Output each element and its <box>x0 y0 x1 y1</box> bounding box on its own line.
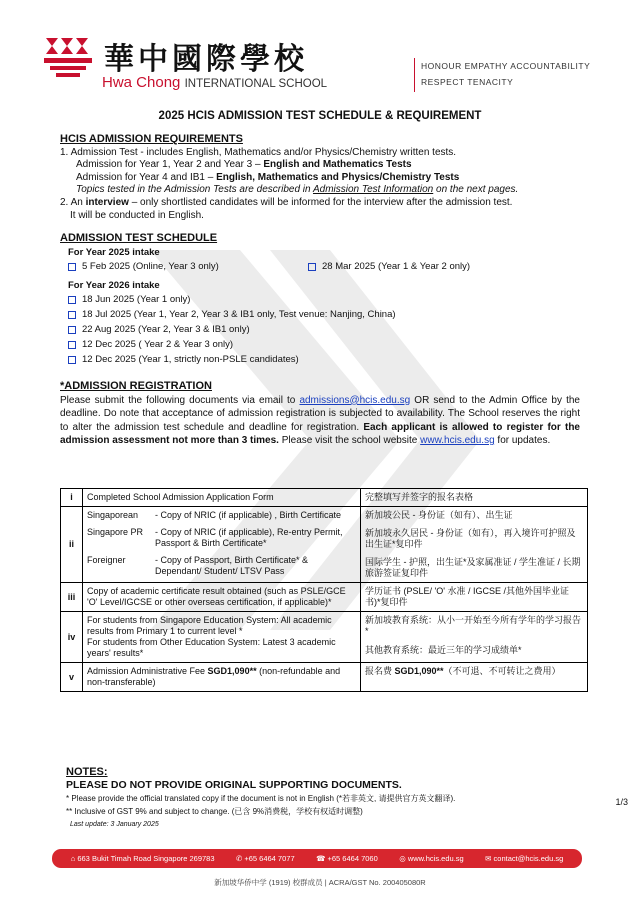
home-icon: ⌂ <box>70 854 76 863</box>
table-row <box>61 489 588 507</box>
checkbox-icon[interactable] <box>308 263 316 271</box>
intake-2026-label: For Year 2026 intake <box>68 280 160 292</box>
checkbox-icon[interactable] <box>68 326 76 334</box>
requirement-topics: Topics tested in the Admission Tests are described in Admission Test Information on the next pages. <box>76 184 519 196</box>
row-chinese: 报名费 SGD1,090**（不可退、不可转让之费用） <box>361 663 588 692</box>
row-number: iv <box>61 612 83 663</box>
row-chinese: 学历证书 (PSLE/ 'O' 水准 / IGCSE /其他外国毕业证书)*复印件 <box>361 583 588 612</box>
school-logo <box>44 34 328 94</box>
last-update: Last update: 3 January 2025 <box>70 821 159 828</box>
checkbox-icon[interactable] <box>68 263 76 271</box>
notes-heading: NOTES: <box>66 766 108 778</box>
page-number: 1/3 <box>615 797 628 807</box>
values-line-1: HONOUR EMPATHY ACCOUNTABILITY <box>421 61 591 71</box>
registration-heading: *ADMISSION REGISTRATION <box>60 379 212 392</box>
footer-address: ⌂ 663 Bukit Timah Road Singapore 269783 <box>70 854 215 863</box>
page-title: 2025 HCIS ADMISSION TEST SCHEDULE & REQUIREMENT <box>158 110 482 122</box>
admission-test-info-link[interactable]: Admission Test Information <box>312 184 434 196</box>
schedule-2026-item[interactable]: 22 Aug 2025 (Year 2, Year 3 & IB1 only) <box>60 323 580 338</box>
footer-phone-2: ☎ +65 6464 7060 <box>316 854 378 863</box>
notes-line-1: PLEASE DO NOT PROVIDE ORIGINAL SUPPORTING DOCUMENTS. <box>66 779 402 791</box>
phone-icon: ✆ <box>235 854 243 863</box>
checkbox-icon[interactable] <box>68 341 76 349</box>
requirement-item-2: 2. An interview – only shortlisted candidates will be informed for the interview after the admission test. <box>60 196 513 208</box>
row-number: i <box>61 489 83 507</box>
globe-icon: ◎ <box>399 854 406 863</box>
footer-web[interactable]: ◎ www.hcis.edu.sg <box>399 854 464 863</box>
footer-fine-print: 新加坡华侨中学 (1919) 校群成员 | ACRA/GST No. 200405080R <box>214 878 426 887</box>
notes-line-2: * Please provide the official translated copy if the document is not in English (*若非英文, 请提供官方英文翻译). <box>66 794 456 803</box>
intake-2025-label: For Year 2025 intake <box>68 246 160 258</box>
website-link[interactable]: www.hcis.edu.sg <box>420 435 495 447</box>
notes-line-3: ** Inclusive of GST 9% and subject to change. (已含 9%消费税，学校有权适时调整) <box>66 807 363 816</box>
table-row <box>61 612 588 663</box>
school-values <box>414 58 590 92</box>
school-name-english: Hwa Chong INTERNATIONAL SCHOOL <box>102 74 328 91</box>
table-row <box>61 583 588 612</box>
registration-paragraph: Please submit the following documents via email to admissions@hcis.edu.sg OR send to the Admin Office by the deadline. Do note that acceptance of admission registration is subjected to availability. The School reserves the right to alter the admission test schedule and deadline for registration. Each applicant is allowed to register for the admission assessment not more than 3 times. Please visit the school website www.hcis.edu.sg for updates. <box>60 394 580 447</box>
notes-section <box>66 766 626 831</box>
row-chinese: 新加坡公民 - 身份证（如有）、出生证 新加坡永久居民 - 身份证（如有），再入境许可护照及出生证*复印件 国际学生 - 护照，出生证*及家属准证 / 学生准证 / 长期旅游签证复印件 <box>361 507 588 583</box>
school-name-chinese: 華中國際學校 <box>104 42 308 77</box>
footer-mail[interactable]: ✉ contact@hcis.edu.sg <box>485 854 564 863</box>
main-content <box>60 133 580 448</box>
schedule-2026-item[interactable]: 18 Jun 2025 (Year 1 only) <box>60 293 580 308</box>
mail-icon: ✉ <box>485 854 492 863</box>
checkbox-icon[interactable] <box>68 311 76 319</box>
fax-icon: ☎ <box>316 854 326 863</box>
requirement-y123: Admission for Year 1, Year 2 and Year 3 – English and Mathematics Tests <box>76 159 412 171</box>
values-line-2: RESPECT TENACITY <box>421 77 514 87</box>
requirements-heading: HCIS ADMISSION REQUIREMENTS <box>60 133 243 145</box>
row-english: Singaporean - Copy of NRIC (if applicable) , Birth Certificate Singapore PR - Copy of NRIC (if applicable), Re-entry Permit, Passport & Birth Certificate* Foreigner - Copy of Passport, Birth Certificate* & Dependant/ Student/ LTSV Pass <box>83 507 361 583</box>
schedule-2026-item[interactable]: 12 Dec 2025 (Year 1, strictly non-PSLE candidates) <box>60 353 580 368</box>
row-number: v <box>61 663 83 692</box>
schedule-2026-item[interactable]: 12 Dec 2025 ( Year 2 & Year 3 only) <box>60 338 580 353</box>
checkbox-icon[interactable] <box>68 296 76 304</box>
requirement-item-1: 1. Admission Test - includes English, Mathematics and/or Physics/Chemistry written tests. <box>60 146 457 158</box>
row-chinese: 新加坡教育系统：从小一开始至今所有学年的学习报告* 其他教育系统：最近三年的学习成绩单* <box>361 612 588 663</box>
requirement-y4: Admission for Year 4 and IB1 – English, Mathematics and Physics/Chemistry Tests <box>76 171 460 183</box>
schedule-heading: ADMISSION TEST SCHEDULE <box>60 232 218 245</box>
row-chinese: 完整填写并签字的报名表格 <box>361 489 588 507</box>
row-english: Copy of academic certificate result obtained (such as PSLE/GCE 'O' Level/IGCSE or other overseas certification, if applicable)* <box>83 583 361 612</box>
footer-phone-1: ✆ +65 6464 7077 <box>235 854 295 863</box>
checkbox-icon[interactable] <box>68 356 76 364</box>
logo-emblem-icon <box>44 34 92 84</box>
table-row <box>61 663 588 692</box>
table-row <box>61 507 588 583</box>
row-number: iii <box>61 583 83 612</box>
footer-bar <box>52 849 582 868</box>
schedule-2026-item[interactable]: 18 Jul 2025 (Year 1, Year 2, Year 3 & IB1 only, Test venue: Nanjing, China) <box>60 308 580 323</box>
row-number: ii <box>61 507 83 583</box>
schedule-2025-item[interactable]: 5 Feb 2025 (Online, Year 3 only) <box>60 259 300 274</box>
requirement-item-2-line2: It will be conducted in English. <box>70 209 204 221</box>
admissions-email-link[interactable]: admissions@hcis.edu.sg <box>299 394 411 406</box>
row-english: Completed School Admission Application Form <box>83 489 361 507</box>
documents-table <box>60 488 588 692</box>
row-english: Admission Administrative Fee SGD1,090** (non-refundable and non-transferable) <box>83 663 361 692</box>
schedule-2025-item[interactable]: 28 Mar 2025 (Year 1 & Year 2 only) <box>300 259 470 274</box>
row-english: For students from Singapore Education System: All academic results from Primary 1 to current level * For students from Other Education System: Latest 3 academic years' results* <box>83 612 361 663</box>
